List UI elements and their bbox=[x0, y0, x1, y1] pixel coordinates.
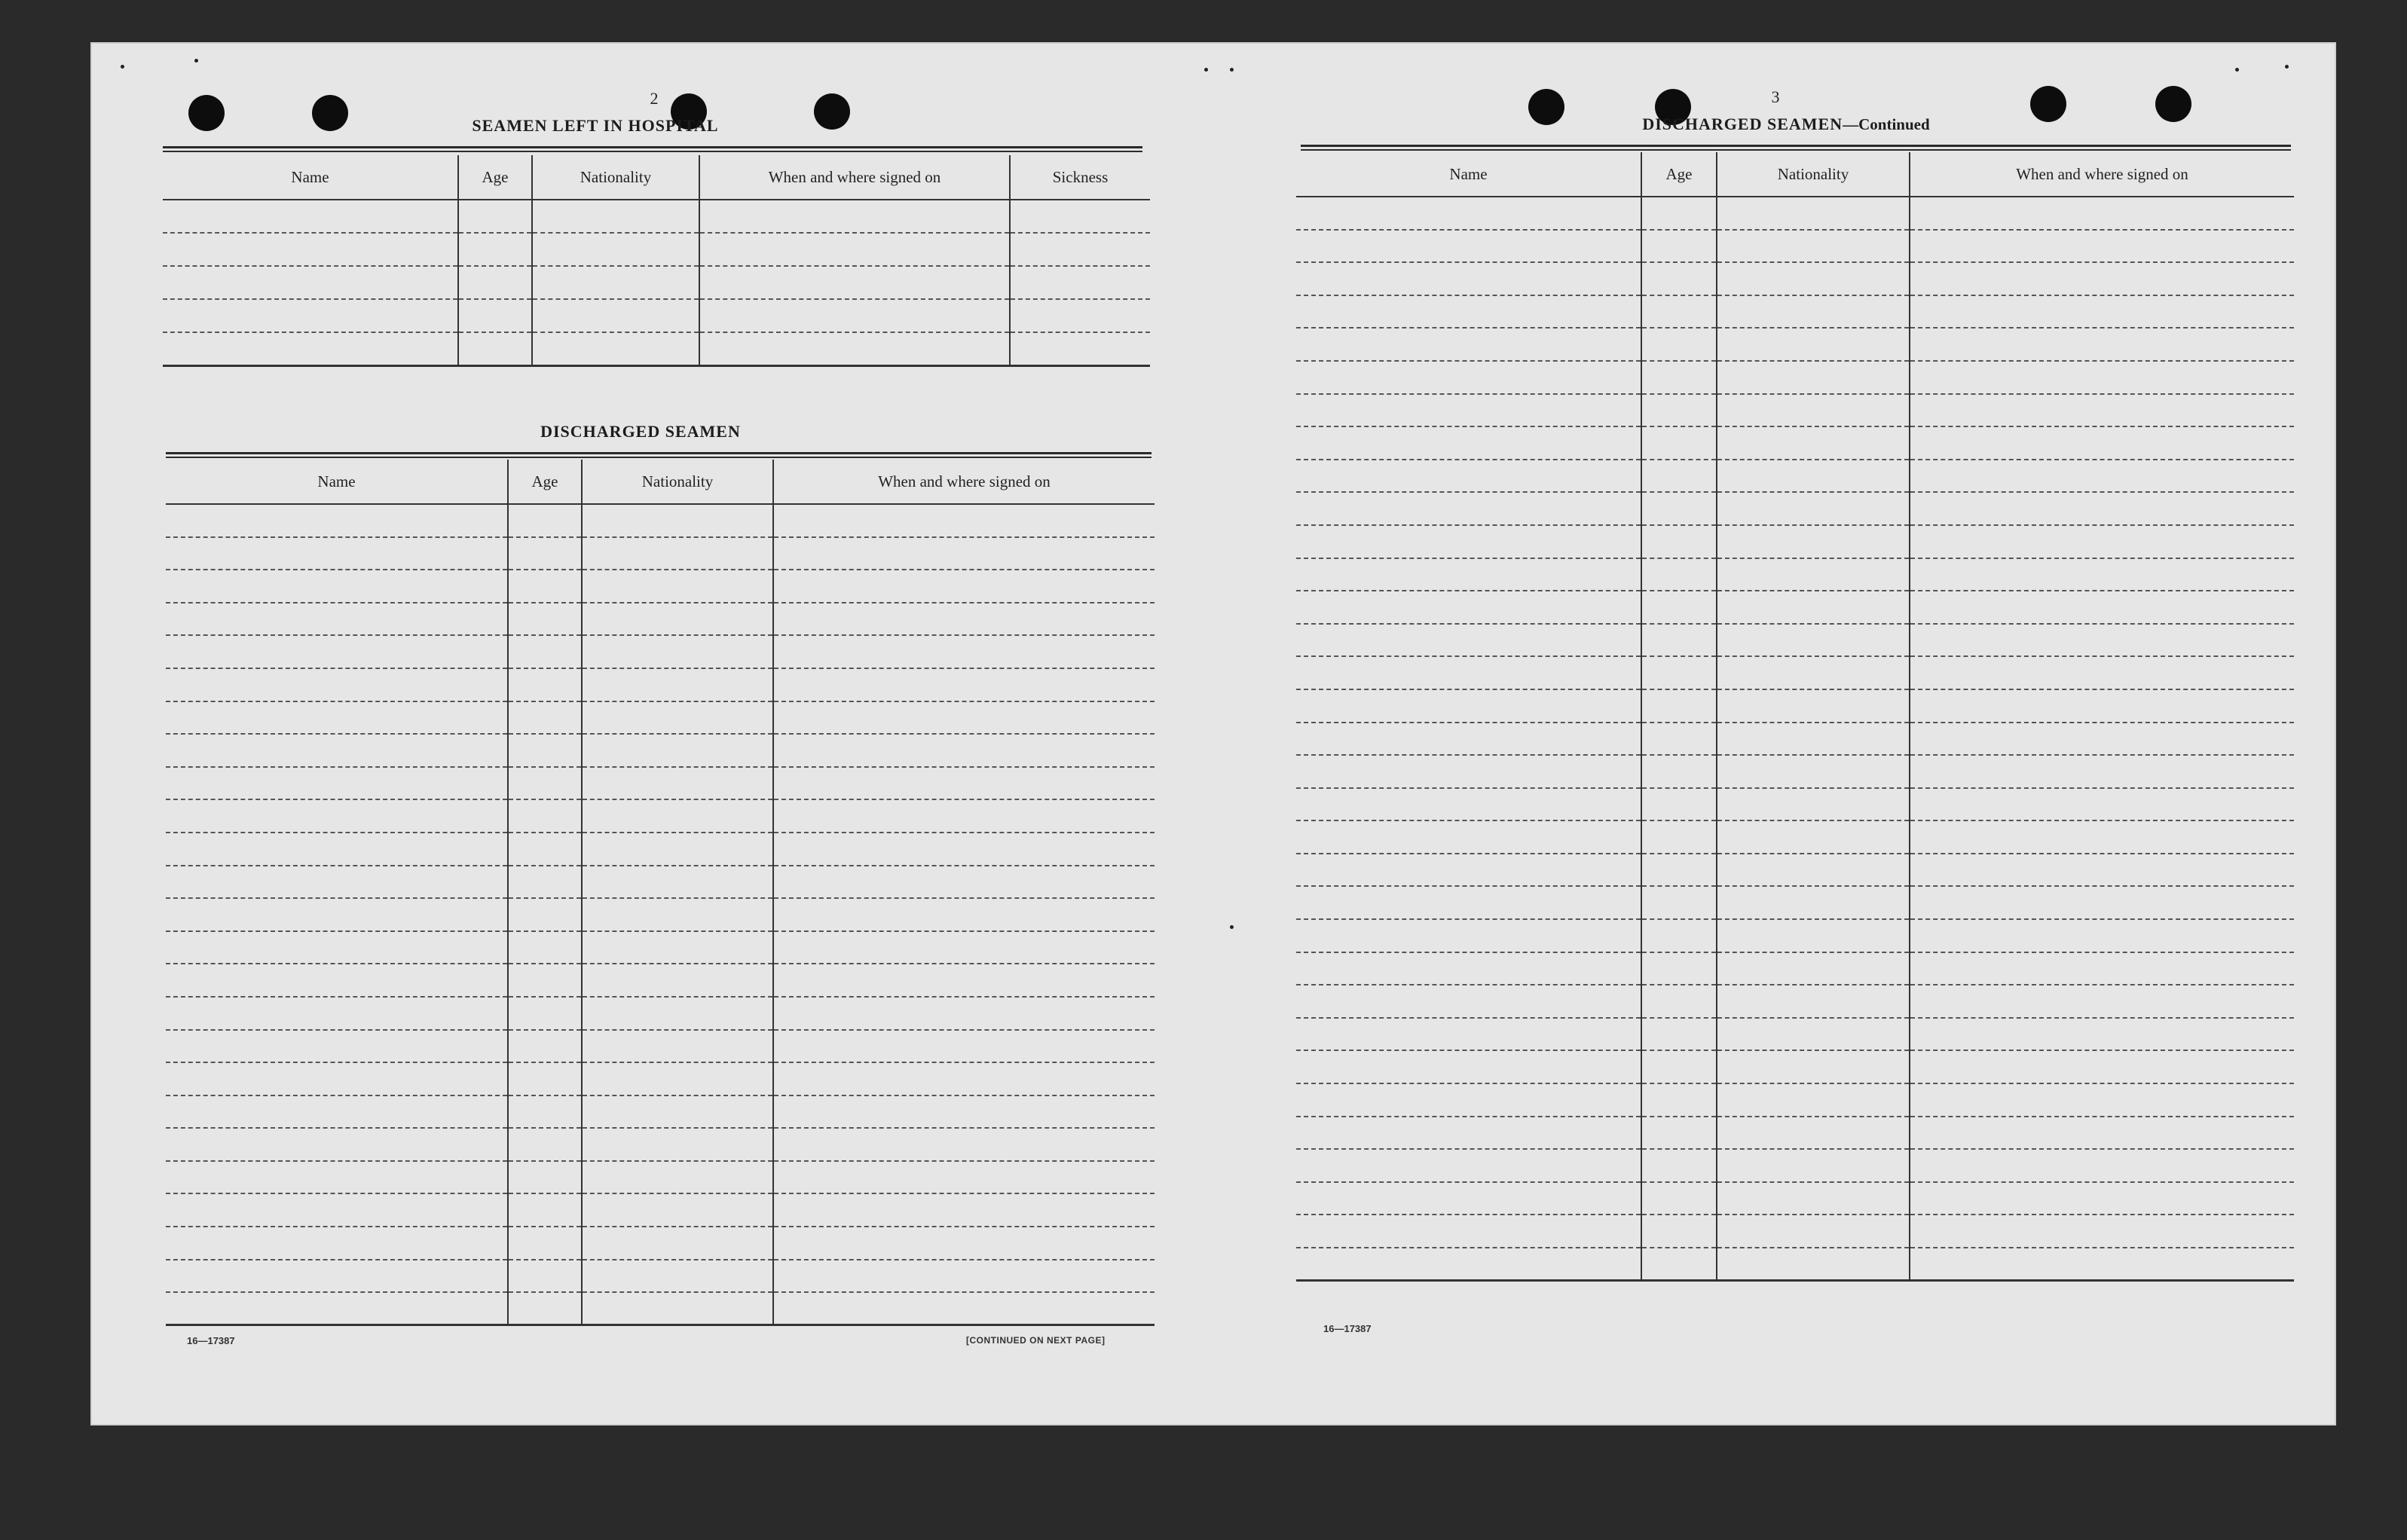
table-row bbox=[1296, 262, 2294, 295]
table-row bbox=[1296, 1083, 2294, 1117]
table-row bbox=[166, 603, 1155, 636]
table-row bbox=[166, 1030, 1155, 1063]
table-row bbox=[166, 898, 1155, 931]
table-row bbox=[163, 266, 1150, 299]
table-row bbox=[1296, 886, 2294, 919]
scan-speck bbox=[1204, 68, 1208, 72]
table-row bbox=[1296, 197, 2294, 230]
table-row bbox=[166, 767, 1155, 800]
table-row bbox=[1296, 426, 2294, 460]
table-row bbox=[1296, 656, 2294, 689]
table-row bbox=[166, 799, 1155, 833]
table-row bbox=[166, 1292, 1155, 1325]
table-row bbox=[166, 1227, 1155, 1260]
discharged-right-col-name: Name bbox=[1296, 152, 1641, 197]
discharged-table-left bbox=[166, 460, 1155, 1326]
table-row bbox=[1296, 460, 2294, 493]
table-row bbox=[1296, 1215, 2294, 1248]
table-row bbox=[166, 1161, 1155, 1194]
hospital-col-age: Age bbox=[458, 155, 532, 200]
table-row bbox=[163, 233, 1150, 266]
table-row bbox=[1296, 624, 2294, 657]
hospital-col-sickness: Sickness bbox=[1010, 155, 1150, 200]
punch-hole bbox=[2030, 86, 2066, 122]
table-row bbox=[166, 866, 1155, 899]
table-row bbox=[1296, 788, 2294, 821]
table-row bbox=[1296, 328, 2294, 361]
table-row bbox=[1296, 820, 2294, 854]
table-row bbox=[1296, 1149, 2294, 1182]
table-row bbox=[166, 931, 1155, 964]
scan-speck bbox=[2235, 68, 2239, 72]
table-row bbox=[166, 833, 1155, 866]
page-number-right: 3 bbox=[1771, 87, 1780, 106]
table-row bbox=[1296, 525, 2294, 558]
table-row bbox=[163, 299, 1150, 332]
scan-speck bbox=[1230, 68, 1234, 72]
table-row bbox=[1296, 492, 2294, 525]
punch-hole bbox=[1528, 89, 1564, 125]
form-code-left: 16—17387 bbox=[187, 1335, 235, 1346]
hospital-section-title: SEAMEN LEFT IN HOSPITAL bbox=[472, 116, 719, 135]
punch-hole bbox=[312, 95, 348, 131]
table-row bbox=[166, 997, 1155, 1030]
discharged-col-name: Name bbox=[166, 460, 508, 504]
discharged-col-age: Age bbox=[508, 460, 582, 504]
hospital-title-rule bbox=[163, 146, 1142, 148]
table-row bbox=[1296, 952, 2294, 985]
table-row bbox=[166, 1128, 1155, 1161]
scan-speck bbox=[1230, 925, 1234, 929]
table-row bbox=[166, 570, 1155, 603]
table-row bbox=[1296, 295, 2294, 328]
discharged-col-nationality: Nationality bbox=[582, 460, 773, 504]
table-row bbox=[1296, 723, 2294, 756]
discharged-title-main: DISCHARGED SEAMEN bbox=[1642, 115, 1843, 133]
table-row bbox=[163, 200, 1150, 233]
page-number-left: 2 bbox=[650, 89, 659, 108]
discharged-title-rule-left bbox=[166, 452, 1152, 454]
hospital-col-signed-on: When and where signed on bbox=[699, 155, 1010, 200]
table-row bbox=[166, 1193, 1155, 1227]
table-row bbox=[163, 332, 1150, 365]
table-row bbox=[1296, 985, 2294, 1018]
scan-speck bbox=[121, 65, 124, 69]
discharged-right-col-nationality: Nationality bbox=[1717, 152, 1910, 197]
table-row bbox=[1296, 1018, 2294, 1051]
table-row bbox=[1296, 230, 2294, 263]
table-row bbox=[1296, 361, 2294, 394]
scanned-form-sheet bbox=[90, 42, 2336, 1425]
table-row bbox=[1296, 919, 2294, 952]
table-row bbox=[1296, 1050, 2294, 1083]
table-row bbox=[166, 668, 1155, 701]
table-row bbox=[166, 1062, 1155, 1095]
discharged-section-title-left: DISCHARGED SEAMEN bbox=[540, 422, 741, 441]
table-row bbox=[166, 537, 1155, 570]
hospital-col-name: Name bbox=[163, 155, 458, 200]
continued-note: [CONTINUED ON NEXT PAGE] bbox=[966, 1335, 1106, 1346]
table-row bbox=[1296, 591, 2294, 624]
hospital-col-nationality: Nationality bbox=[532, 155, 699, 200]
form-code-right: 16—17387 bbox=[1323, 1323, 1372, 1334]
table-row bbox=[166, 964, 1155, 997]
table-row bbox=[1296, 755, 2294, 788]
discharged-col-signed-on: When and where signed on bbox=[773, 460, 1155, 504]
table-row bbox=[166, 504, 1155, 537]
punch-hole bbox=[2155, 86, 2191, 122]
table-row bbox=[1296, 854, 2294, 887]
discharged-section-title-right bbox=[1613, 115, 1959, 134]
punch-hole bbox=[814, 93, 850, 130]
table-row bbox=[1296, 558, 2294, 591]
scan-speck bbox=[2285, 65, 2289, 69]
table-row bbox=[1296, 689, 2294, 723]
table-row bbox=[1296, 1248, 2294, 1281]
discharged-table-right bbox=[1296, 152, 2294, 1282]
table-row bbox=[1296, 394, 2294, 427]
scan-speck bbox=[194, 59, 198, 63]
hospital-table bbox=[163, 155, 1150, 367]
punch-hole bbox=[188, 95, 225, 131]
table-row bbox=[166, 1095, 1155, 1129]
table-row bbox=[166, 635, 1155, 668]
discharged-right-col-age: Age bbox=[1641, 152, 1717, 197]
table-row bbox=[166, 734, 1155, 767]
discharged-right-col-signed-on: When and where signed on bbox=[1910, 152, 2294, 197]
table-row bbox=[166, 1260, 1155, 1293]
table-row bbox=[1296, 1182, 2294, 1215]
discharged-title-rule-right bbox=[1301, 145, 2291, 147]
table-row bbox=[166, 701, 1155, 735]
discharged-title-suffix: —Continued bbox=[1843, 115, 1930, 133]
table-row bbox=[1296, 1117, 2294, 1150]
